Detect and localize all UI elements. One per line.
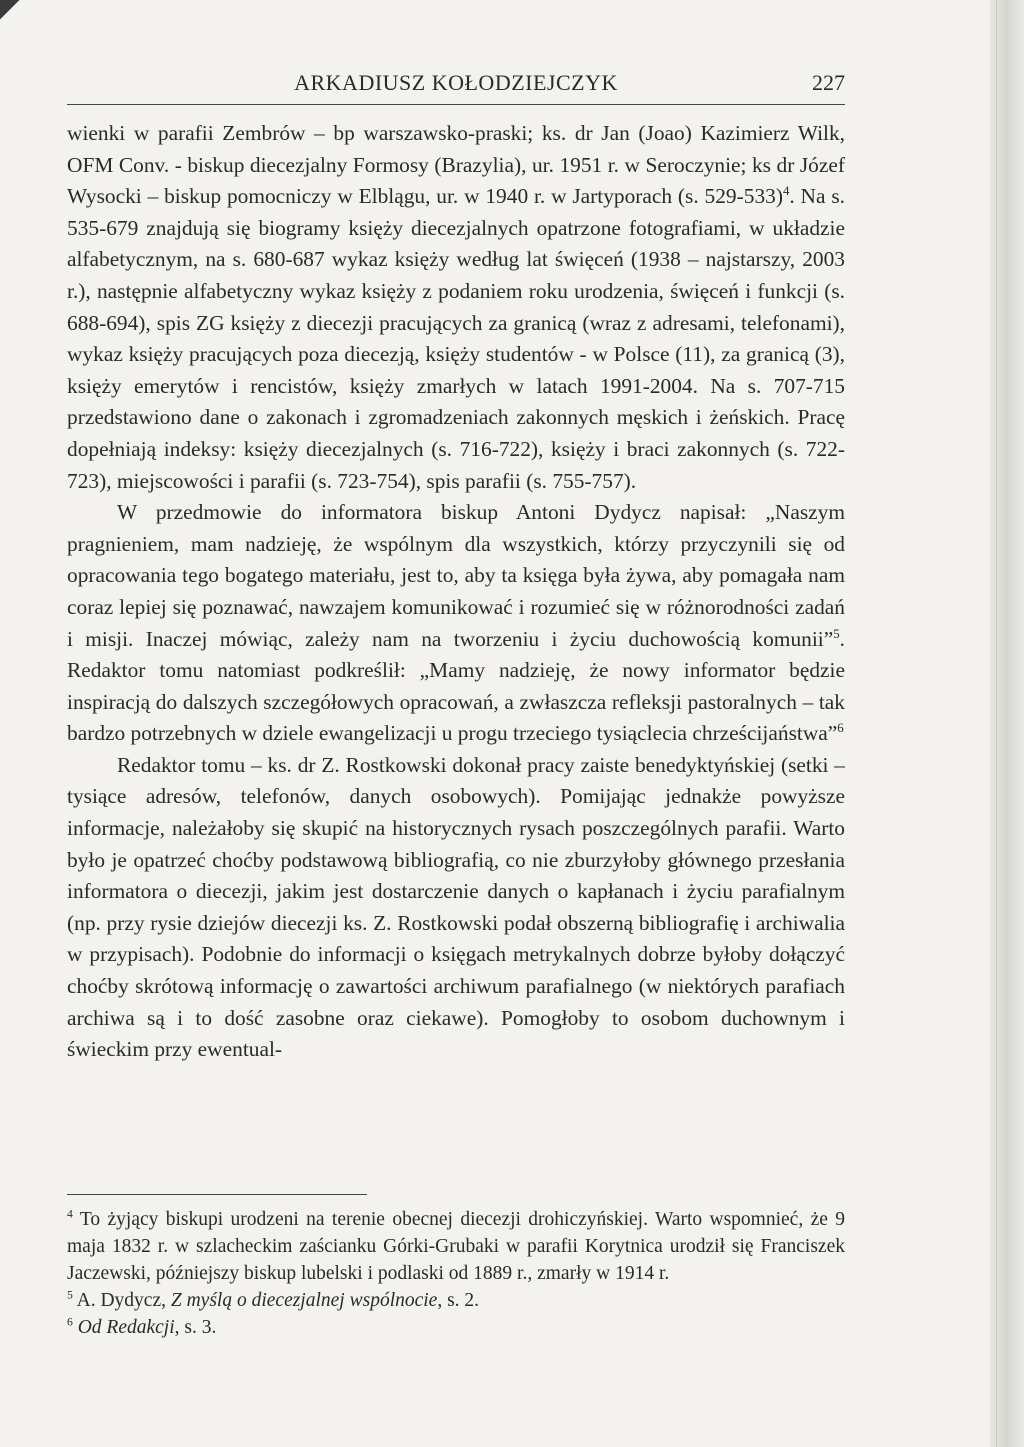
footnote-5-post: , s. 2. — [437, 1290, 480, 1311]
footnote-5 — [67, 1287, 845, 1314]
footnote-ref-6: 6 — [837, 721, 844, 736]
footnote-ref-5: 5 — [833, 626, 840, 641]
paragraph-3: Redaktor tomu – ks. dr Z. Rostkowski dokonał pracy zaiste benedyktyńskiej (setki – tysiące adresów, telefonów, danych osobowych). Pomijając jednakże powyższe informacje, należałoby się skupić na historycznych rysach poszczególnych parafii. Warto było je opatrzeć choćby podstawową bibliografią, co nie zburzyłoby głównego przesłania informatora o diecezji, jakim jest dostarczenie danych o kapłanach i życiu parafialnym (np. przy rysie dziejów diecezji ks. Z. Rostkowski podał obszerną bibliografię i archiwalia w przypisach). Podobnie do informacji o księgach metrykalnych dobrze byłoby dołączyć choćby skrótową informację o zawartości archiwum parafialnego (w niektórych parafiach archiwa są i to dość zasobne oraz ciekawe). Pomogłoby to osobom duchownym i świeckim przy ewentual- — [67, 752, 845, 1062]
paragraph-1 — [67, 118, 845, 497]
running-header — [67, 64, 845, 104]
paragraph-2-part-b: . Redaktor tomu natomiast podkreślił: „Mamy nadzieję, że nowy informator będzie inspiracją do dalszych szczegółowych opracowań, a zwłaszcza refleksji pastoralnych – tak bardzo potrzebnych w dziele ewangelizacji u progu trzeciego tysiąclecia chrześcijaństwa” — [67, 626, 845, 746]
footnote-ref-4: 4 — [782, 184, 790, 199]
scan-corner-shadow — [0, 0, 26, 22]
footnote-5-pre: A. Dydycz, — [72, 1290, 171, 1311]
paragraph-2-part-a: W przedmowie do informatora biskup Antoni Dydycz napisał: „Naszym pragnieniem, mam nadzieję, że wspólnym dla wszystkich, którzy przyczynili się od opracowania tego bogatego materiału, jest to, aby ta księga była żywa, aby pomagała nam coraz lepiej się poznawać, nawzajem komunikować i rozumieć się w różnorodności zadań i misji. Inaczej mówiąc, zależy nam na tworzeniu i życiu duchowością komunii” — [67, 500, 845, 651]
page-number: 227 — [812, 70, 845, 95]
footnote-marker-5: 5 — [67, 1288, 73, 1302]
main-text — [67, 118, 845, 1066]
footnote-5-title: Z myślą o diecezjalnej wspólnocie — [170, 1290, 438, 1311]
header-author: ARKADIUSZ KOŁODZIEJCZYK — [294, 70, 618, 95]
footnote-marker-4: 4 — [67, 1207, 73, 1221]
paragraph-2 — [67, 497, 845, 750]
footnote-6-post: , s. 3. — [174, 1317, 217, 1338]
footnote-rule — [67, 1194, 367, 1195]
header-rule — [67, 104, 845, 105]
footnote-6 — [67, 1314, 845, 1341]
footnotes — [67, 1206, 845, 1341]
footnote-4 — [67, 1206, 845, 1287]
paragraph-1-part-b: . Na s. 535-679 znajdują się biogramy księży diecezjalnych opatrzone fotografiami, w układzie alfabetycznym, na s. 680-687 wykaz księży według lat święceń (1938 – najstarszy, 2003 r.), następnie alfabetyczny wykaz księży z podaniem roku urodzenia, święceń i funkcji (s. 688-694), spis ZG księży z diecezji pracujących za granicą (wraz z adresami, telefonami), wykaz księży pracujących poza diecezją, księży studentów - w Polsce (11), za granicą (3), księży emerytów i rencistów, księży zmarłych w latach 1991-2004. Na s. 707-715 przedstawiono dane o zakonach i zgromadzeniach zakonnych męskich i żeńskich. Pracę dopełniają indeksy: księży diecezjalnych (s. 716-722), księży i braci zakonnych (s. 722-723), miejscowości i parafii (s. 723-754), spis parafii (s. 755-757). — [67, 184, 845, 493]
paragraph-1-part-a: wienki w parafii Zembrów – bp warszawsko-praski; ks. dr Jan (Joao) Kazimierz Wilk, OFM Conv. - biskup diecezjalny Formosy (Brazylia), ur. 1951 r. w Seroczynie; ks dr Józef Wysocki – biskup pomocniczy w Elblągu, ur. w 1940 r. w Jartyporach (s. 529-533) — [67, 121, 845, 209]
footnote-6-title: Od Redakcji — [77, 1317, 175, 1338]
footnote-4-text: To żyjący biskupi urodzeni na terenie obecnej diecezji drohiczyńskiej. Warto wspomnieć, że 9 maja 1832 r. w szlacheckim zaścianku Górki-Grubaki w parafii Korytnica urodził się Franciszek Jaczewski, późniejszy biskup lubelski i podlaski od 1889 r., zmarły w 1914 r. — [67, 1209, 845, 1284]
footnote-marker-6: 6 — [67, 1315, 73, 1329]
book-page-edge — [990, 0, 1024, 1447]
